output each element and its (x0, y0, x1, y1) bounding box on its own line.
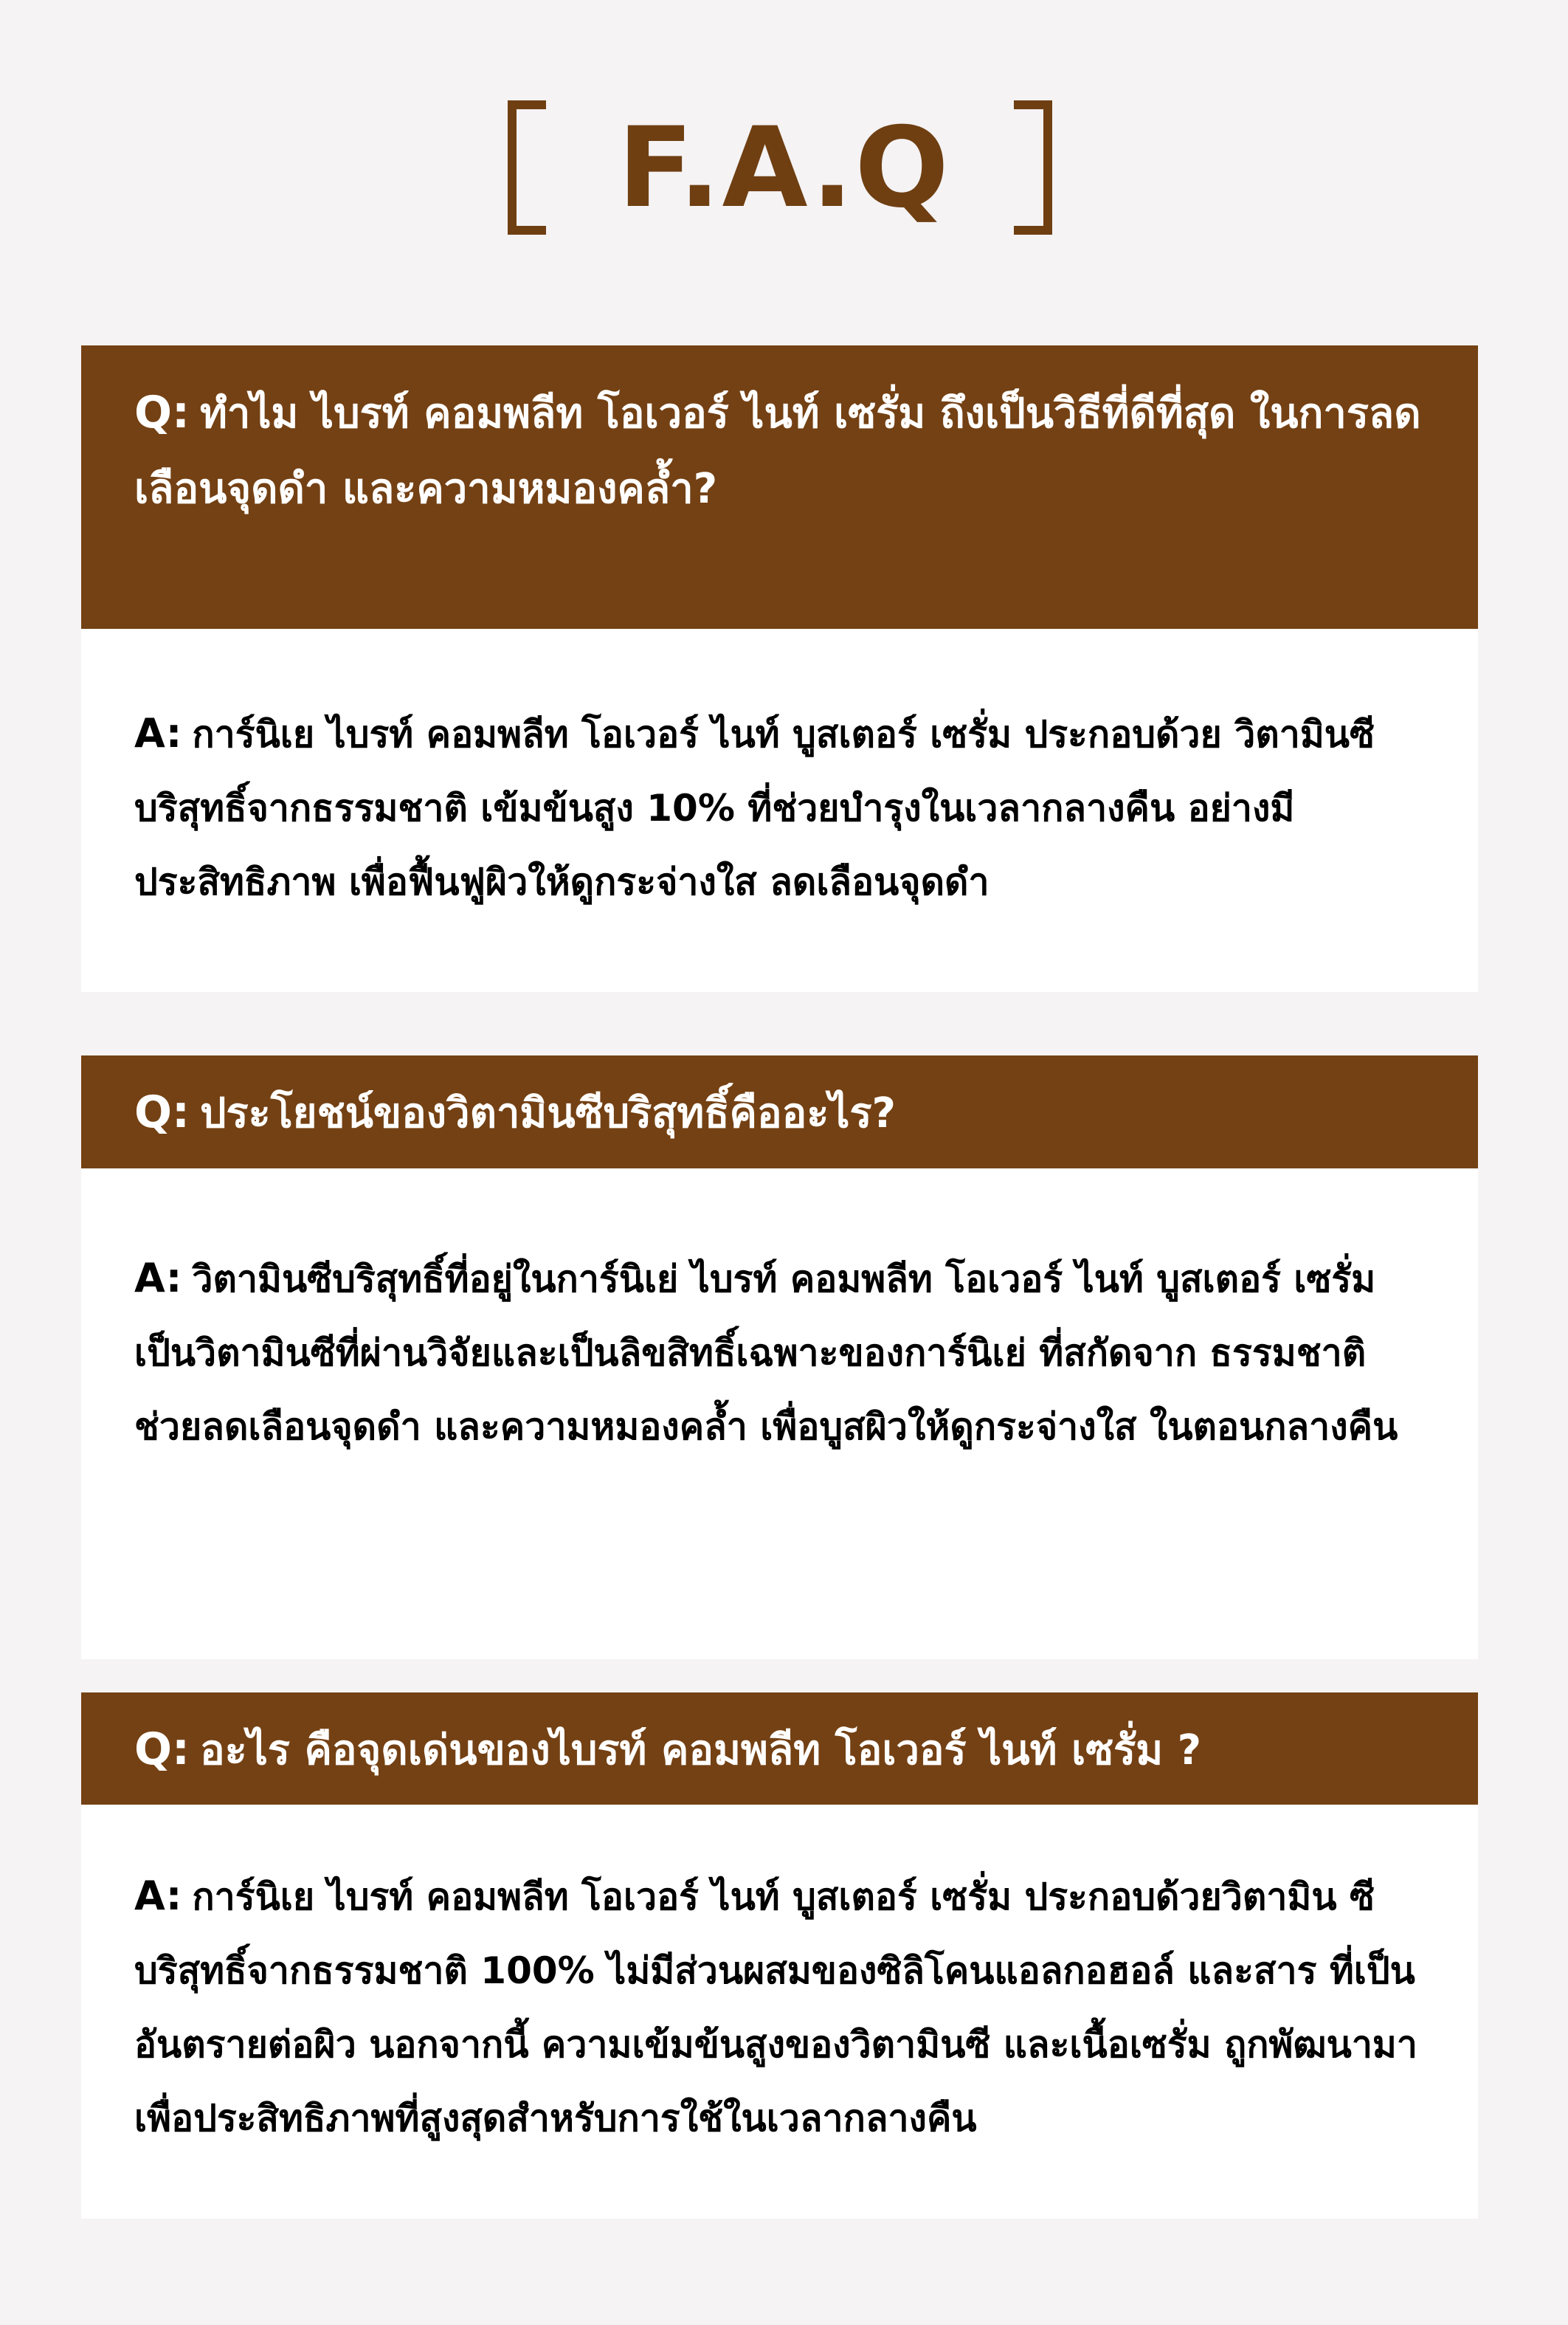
answer-prefix: A: (134, 1873, 182, 1919)
question-bar (81, 1055, 1478, 1168)
answer-body: การ์นิเย ไบรท์ คอมพลีท โอเวอร์ ไนท์ บูสเตอร์ เซรั่ม ประกอบด้วยวิตามิน ซีบริสุทธิ์จากธรรมชาติ 100% ไม่มีส่วนผสมของซิลิโคนแอลกอฮอล์ และสาร ที่เป็นอันตรายต่อผิว นอกจากนี้ ความเข้มข้นสูงของวิตามินซี และเนื้อเซรั่ม ถูกพัฒนามาเพื่อประสิทธิภาพที่สูงสุดสำหรับการใช้ในเวลากลางคืน (134, 1876, 1417, 2140)
question-body: ทำไม ไบรท์ คอมพลีท โอเวอร์ ไนท์ เซรั่ม ถึงเป็นวิธีที่ดีที่สุด ในการลดเลือนจุดดำ และความหมองคล้ำ? (134, 390, 1421, 513)
question-text (134, 1075, 1425, 1151)
answer-text (134, 1241, 1419, 1464)
faq-header (0, 94, 1568, 249)
question-body: อะไร คือจุดเด่นของไบรท์ คอมพลีท โอเวอร์ ไนท์ เซรั่ม ? (200, 1726, 1202, 1774)
question-bar (81, 1692, 1478, 1805)
answer-prefix: A: (134, 710, 182, 757)
question-bar (81, 345, 1478, 629)
answer-text (134, 1859, 1419, 2155)
question-text (134, 1712, 1425, 1788)
page-title: F.A.Q (618, 104, 950, 232)
answer-body: วิตามินซีบริสุทธิ์ที่อยู่ในการ์นิเย่ ไบรท์ คอมพลีท โอเวอร์ ไนท์ บูสเตอร์ เซรั่ม เป็นวิตามินซีที่ผ่านวิจัยและเป็นลิขสิทธิ์เฉพาะของการ์นิเย่ ที่สกัดจาก ธรรมชาติ ช่วยลดเลือนจุดดำ และความหมองคล้ำ เพื่อบูสผิวให้ดูกระจ่างใส ในตอนกลางคืน (134, 1258, 1398, 1448)
right-bracket-decoration (1014, 100, 1052, 235)
faq-item-1 (81, 345, 1478, 992)
answer-text (134, 697, 1419, 919)
answer-prefix: A: (134, 1255, 182, 1301)
faq-item-2 (81, 1055, 1478, 1659)
faq-item-3 (81, 1692, 1478, 2219)
question-prefix: Q: (134, 387, 190, 438)
question-prefix: Q: (134, 1723, 190, 1775)
question-body: ประโยชน์ของวิตามินซีบริสุทธิ์คืออะไร? (200, 1089, 897, 1137)
question-text (134, 375, 1425, 527)
question-prefix: Q: (134, 1086, 190, 1138)
answer-body: การ์นิเย ไบรท์ คอมพลีท โอเวอร์ ไนท์ บูสเตอร์ เซรั่ม ประกอบด้วย วิตามินซีบริสุทธิ์จากธรรมชาติ เข้มข้นสูง 10% ที่ช่วยบำรุงในเวลากลางคืน อย่างมีประสิทธิภาพ เพื่อฟื้นฟูผิวให้ดูกระจ่างใส ลดเลือนจุดดำ (134, 713, 1375, 903)
